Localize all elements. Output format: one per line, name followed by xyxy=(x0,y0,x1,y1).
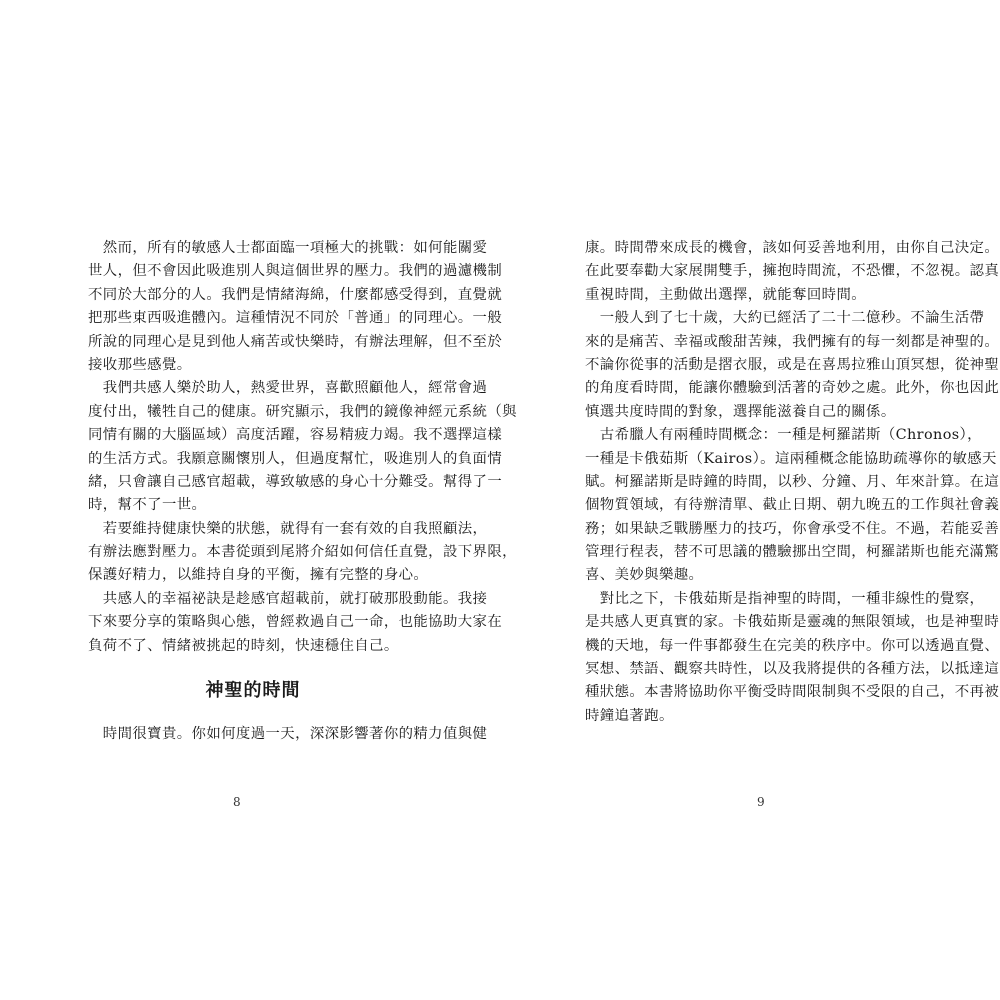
left-page-text xyxy=(88,237,517,746)
paragraph xyxy=(88,588,503,658)
paragraph xyxy=(585,424,1000,588)
text-line: 時，幫不了一世。 xyxy=(88,497,207,514)
section-heading: 神聖的時間 xyxy=(205,680,301,702)
text-line: 慎選共度時間的對象，選擇能滋養自己的關係。 xyxy=(585,403,896,420)
right-paragraphs xyxy=(585,237,1000,728)
text-line: 冥想、禁語、觀察共時性，以及我將提供的各種方法，以抵達這 xyxy=(585,661,1000,678)
text-line: 然而，所有的敏感人士都面臨一項極大的挑戰：如何能關愛 xyxy=(88,240,488,256)
text-line: 我們共感人樂於助人，熱愛世界，喜歡照顧他人，經常會過 xyxy=(88,380,488,397)
text-line: 世人，但不會因此吸進別人與這個世界的壓力。我們的過濾機制 xyxy=(88,263,503,280)
text-line: 負荷不了、情緒被挑起的時刻，快速穩住自己。 xyxy=(88,637,399,654)
right-page xyxy=(585,0,1000,1000)
text-line: 務；如果缺乏戰勝壓力的技巧，你會承受不住。不過，若能妥善 xyxy=(585,520,1000,537)
text-line: 一般人到了七十歲，大約已經活了二十二億秒。不論生活帶 xyxy=(585,310,985,327)
text-line: 古希臘人有兩種時間概念：一種是柯羅諾斯（Chronos）， xyxy=(585,427,982,444)
text-line: 的角度看時間，能讓你體驗到活著的奇妙之處。此外，你也因此 xyxy=(585,380,1000,397)
text-line: 同情有關的大腦區域）高度活躍，容易精疲力竭。我不選擇這樣 xyxy=(88,427,503,444)
text-line: 度付出，犧牲自己的健康。研究顯示，我們的鏡像神經元系統（與 xyxy=(88,403,517,420)
text-line: 把那些東西吸進體內。這種情況不同於「普通」的同理心。一般 xyxy=(88,310,503,327)
text-line: 接收那些感覺。 xyxy=(88,356,192,373)
paragraph xyxy=(585,237,1000,307)
paragraph xyxy=(585,307,1000,424)
text-line: 在此要奉勸大家展開雙手，擁抱時間流，不恐懼，不忽視。認真 xyxy=(585,263,1000,280)
text-line: 有辦法應對壓力。本書從頭到尾將介紹如何信任直覺，設下界限， xyxy=(88,544,517,561)
text-line: 康。時間帶來成長的機會，該如何妥善地利用，由你自己決定。 xyxy=(585,240,1000,256)
text-line: 時鐘追著跑。 xyxy=(585,707,674,724)
text-line: 不同於大部分的人。我們是情緒海綿，什麼都感受得到，直覺就 xyxy=(88,286,503,303)
text-line: 所說的同理心是見到他人痛苦或快樂時，有辦法理解，但不至於 xyxy=(88,333,503,350)
text-line: 重視時間，主動做出選擇，就能奪回時間。 xyxy=(585,286,867,303)
text-line: 是共感人更真實的家。卡俄茹斯是靈魂的無限領域，也是神聖時 xyxy=(585,614,1000,631)
paragraph xyxy=(88,518,517,588)
text-line: 一種是卡俄茹斯（Kairos）。這兩種概念能協助疏導你的敏感天 xyxy=(585,450,997,467)
paragraph xyxy=(88,723,488,746)
text-line: 不論你從事的活動是摺衣服，或是在喜馬拉雅山頂冥想，從神聖 xyxy=(585,356,1000,373)
text-line: 時間很寶貴。你如何度過一天，深深影響著你的精力值與健 xyxy=(88,726,488,743)
text-line: 來的是痛苦、幸福或酸甜苦辣，我們擁有的每一刻都是神聖的。 xyxy=(585,333,1000,350)
text-line: 的生活方式。我願意關懷別人，但過度幫忙，吸進別人的負面情 xyxy=(88,450,503,467)
right-page-text xyxy=(585,237,1000,728)
paragraph xyxy=(88,237,503,377)
left-page xyxy=(88,0,517,1000)
text-line: 賦。柯羅諾斯是時鐘的時間，以秒、分鐘、月、年來計算。在這 xyxy=(585,473,1000,490)
text-line: 緒，只會讓自己感官超載，導致敏感的身心十分難受。幫得了一 xyxy=(88,473,503,490)
left-paragraphs xyxy=(88,237,517,658)
paragraph xyxy=(88,377,517,517)
text-line: 機的天地，每一件事都發生在完美的秩序中。你可以透過直覺、 xyxy=(585,637,1000,654)
left-after-heading xyxy=(88,723,488,746)
text-line: 個物質領域，有待辦清單、截止日期、朝九晚五的工作與社會義 xyxy=(585,497,1000,514)
page-number-left: 8 xyxy=(233,795,241,809)
page-number-right: 9 xyxy=(757,795,765,809)
text-line: 若要維持健康快樂的狀態，就得有一套有效的自我照顧法， xyxy=(88,520,488,537)
text-line: 保護好精力，以維持自身的平衡，擁有完整的身心。 xyxy=(88,567,429,584)
text-line: 喜、美妙與樂趣。 xyxy=(585,567,704,584)
text-line: 對比之下，卡俄茹斯是指神聖的時間，一種非線性的覺察， xyxy=(585,590,985,607)
text-line: 下來要分享的策略與心態，曾經救過自己一命，也能協助大家在 xyxy=(88,614,503,631)
text-line: 種狀態。本書將協助你平衡受時間限制與不受限的自己，不再被 xyxy=(585,684,1000,701)
text-line: 共感人的幸福祕訣是趁感官超載前，就打破那股動能。我接 xyxy=(88,590,488,607)
text-line: 管理行程表，替不可思議的體驗挪出空間，柯羅諾斯也能充滿驚 xyxy=(585,544,1000,561)
paragraph xyxy=(585,588,1000,728)
